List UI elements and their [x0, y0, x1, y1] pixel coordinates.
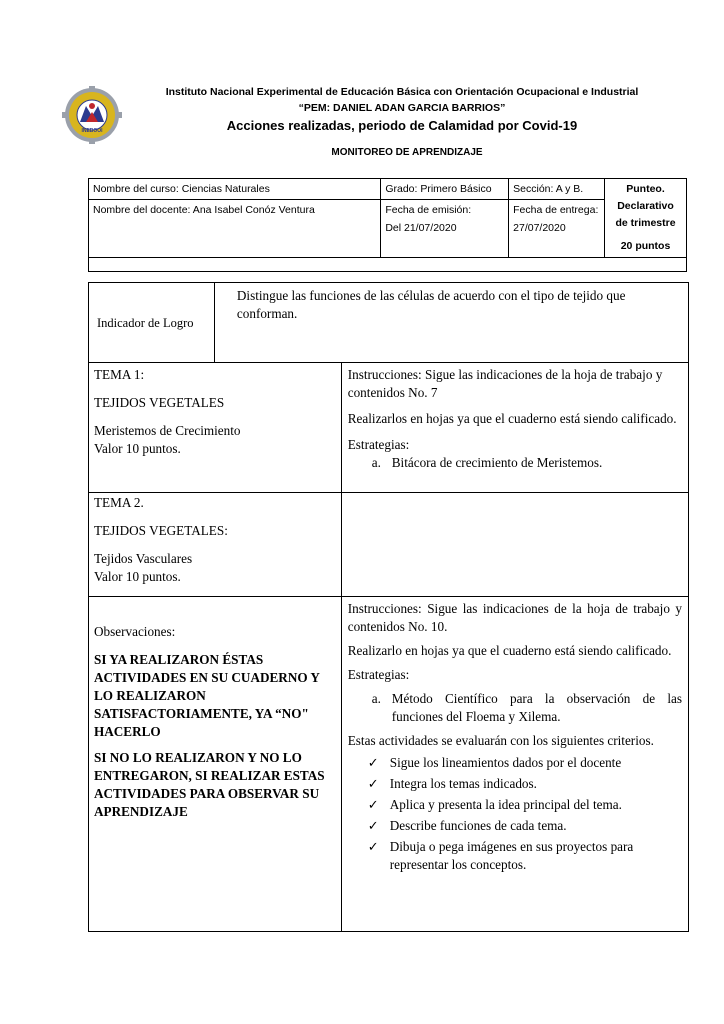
acciones-subtitle: Acciones realizadas, periodo de Calamidad por Covid-19: [226, 118, 578, 133]
tema2-right: [341, 493, 688, 597]
seccion-cell: Sección: A y B.: [509, 179, 605, 200]
observaciones-label: Observaciones:: [94, 624, 176, 639]
tema1-title: TEMA 1:: [94, 367, 145, 382]
obs-realizarlo: Realizarlo en hojas ya que el cuaderno está siendo calificado.: [347, 643, 672, 658]
entrega-cell: [509, 200, 605, 258]
tema2-valor: Valor 10 puntos.: [94, 569, 181, 584]
obs-instrucciones: Instrucciones: Sigue las indicaciones de la hoja de trabajo y contenidos No. 10.: [347, 601, 682, 634]
criterios-list: [348, 754, 682, 874]
punteo-cell: [605, 179, 687, 258]
criterio-item: ✓ Aplica y presenta la idea principal del tema.: [367, 797, 622, 812]
tema1-subtitle: TEJIDOS VEGETALES: [94, 395, 225, 410]
criterio-item: ✓ Integra los temas indicados.: [367, 776, 537, 791]
grado-cell: Grado: Primero Básico: [381, 179, 509, 200]
tema1-realizarlos: Realizarlos en hojas ya que el cuaderno está siendo calificado.: [347, 411, 677, 426]
observaciones-right: [341, 597, 688, 932]
pem-name: “PEM: DANIEL ADAN GARCIA BARRIOS”: [298, 102, 506, 114]
check-icon: ✓: [367, 818, 379, 833]
punteo-points: 20 puntos: [620, 240, 671, 252]
tema1-item-num: a.: [371, 455, 381, 470]
obs-item-text: Método Científico para la observación de las funciones del Floema y Xilema.: [391, 691, 682, 724]
check-icon: ✓: [367, 776, 379, 791]
emision-label: Fecha de emisión:: [385, 204, 472, 216]
check-icon: ✓: [367, 839, 379, 854]
tema1-topic: Meristemos de Crecimiento: [94, 423, 241, 438]
monitoreo-title: MONITOREO DE APRENDIZAJE: [331, 147, 483, 158]
logo-text: INEBOOI: [81, 128, 103, 134]
docente-cell: Nombre del docente: Ana Isabel Conóz Ventura: [89, 200, 381, 258]
observaciones-note-2: SI NO LO REALIZARON Y NO LO ENTREGARON, SI REALIZAR ESTAS ACTIVIDADES PARA OBSERVAR SU APRENDIZAJE: [94, 750, 325, 819]
observaciones-left: [89, 597, 342, 932]
empty-row: [89, 258, 687, 272]
tema2-left: [89, 493, 342, 597]
punteo-declarativo: Declarativo: [617, 200, 674, 212]
obs-estrategia-item: [348, 690, 682, 726]
obs-estrategias: Estrategias:: [347, 667, 410, 682]
obs-evaluacion: Estas actividades se evaluarán con los siguientes criterios.: [347, 733, 654, 748]
tema1-right: [341, 363, 688, 493]
entrega-label: Fecha de entrega:: [513, 204, 599, 216]
content-table: [88, 282, 689, 932]
indicador-text: Distingue las funciones de las células de acuerdo con el tipo de tejido que conforman.: [236, 288, 626, 321]
indicador-label-cell: [89, 283, 215, 363]
institute-name: Instituto Nacional Experimental de Educación Básica con Orientación Ocupacional e Industrial: [165, 86, 639, 98]
criterio-item: ✓ Describe funciones de cada tema.: [367, 818, 567, 833]
tema1-left: [89, 363, 342, 493]
check-icon: ✓: [367, 797, 379, 812]
punteo-trimestre: de trimestre: [615, 217, 676, 229]
tema2-subtitle: TEJIDOS VEGETALES:: [94, 523, 228, 538]
tema1-valor: Valor 10 puntos.: [94, 441, 181, 456]
observaciones-note-1: SI YA REALIZARON ÉSTAS ACTIVIDADES EN SU CUADERNO Y LO REALIZARON SATISFACTORIAMENTE, YA “NO" HACERLO: [94, 652, 320, 739]
tema1-item-text: Bitácora de crecimiento de Meristemos.: [391, 455, 603, 470]
tema1-estrategias: Estrategias:: [347, 437, 410, 452]
tema1-instrucciones: Instrucciones: Sigue las indicaciones de la hoja de trabajo y contenidos No. 7: [347, 367, 663, 400]
obs-item-num: a.: [371, 691, 381, 706]
tema2-topic: Tejidos Vasculares: [94, 551, 193, 566]
tema2-title: TEMA 2.: [94, 495, 144, 510]
emision-cell: [381, 200, 509, 258]
punteo-label: Punteo.: [626, 183, 665, 195]
tema1-estrategia-item: [348, 454, 682, 472]
criterio-item: ✓ Dibuja o pega imágenes en sus proyectos para representar los conceptos.: [367, 839, 634, 872]
curso-cell: Nombre del curso: Ciencias Naturales: [89, 179, 381, 200]
criterio-item: ✓ Sigue los lineamientos dados por el docente: [367, 755, 622, 770]
indicador-text-cell: [214, 283, 688, 363]
entrega-value: 27/07/2020: [513, 222, 566, 234]
check-icon: ✓: [367, 755, 379, 770]
school-logo: [56, 86, 128, 144]
emision-value: Del 21/07/2020: [385, 222, 457, 234]
course-info-table: [88, 178, 687, 272]
indicador-label: Indicador de Logro: [97, 315, 194, 330]
